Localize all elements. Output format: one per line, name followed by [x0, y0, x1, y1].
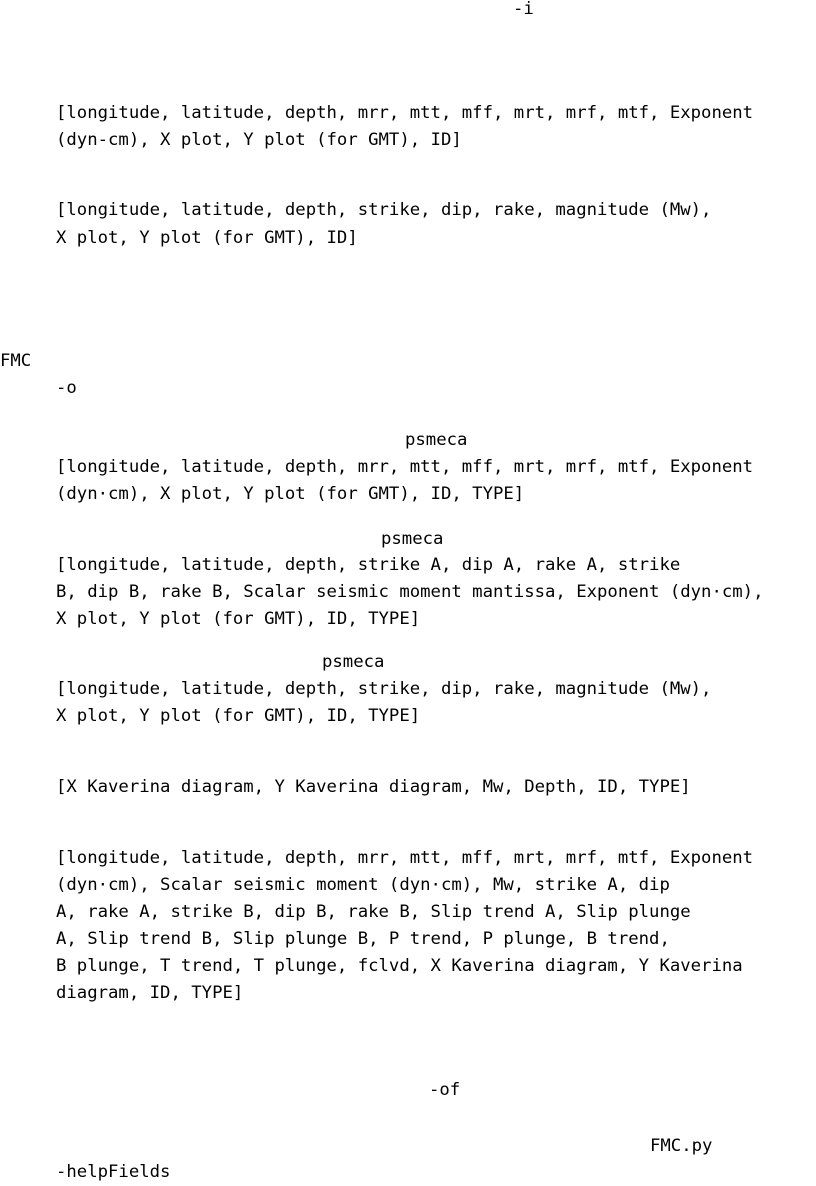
output-format-all-line-1: [longitude, latitude, depth, mrr, mtt, mff, mrt, mrf, mtf, Exponent: [56, 848, 754, 868]
output-format-psmeca-3-line-2: X plot, Y plot (for GMT), ID, TYPE]: [56, 706, 421, 726]
output-format-all-line-6: diagram, ID, TYPE]: [56, 983, 244, 1003]
output-format-all-line-3: A, rake A, strike B, dip B, rake B, Slip trend A, Slip plunge: [56, 902, 691, 922]
input-format-focal-mechanism-line-2: X plot, Y plot (for GMT), ID]: [56, 228, 358, 248]
output-format-psmeca-2-line-2: B, dip B, rake B, Scalar seismic moment mantissa, Exponent (dyn·cm),: [56, 582, 764, 602]
output-format-psmeca-2-line-1: [longitude, latitude, depth, strike A, dip A, rake A, strike: [56, 555, 681, 575]
output-format-all-line-5: B plunge, T trend, T plunge, fclvd, X Kaverina diagram, Y Kaverina: [56, 956, 743, 976]
output-format-psmeca-2-line-3: X plot, Y plot (for GMT), ID, TYPE]: [56, 609, 421, 629]
option-output-format-flag: -of: [429, 1080, 461, 1100]
psmeca-tag-1: psmeca: [405, 430, 468, 450]
option-input-flag: -i: [513, 0, 534, 19]
output-format-psmeca-3-line-1: [longitude, latitude, depth, strike, dip, rake, magnitude (Mw),: [56, 679, 712, 699]
input-format-focal-mechanism-line-1: [longitude, latitude, depth, strike, dip, rake, magnitude (Mw),: [56, 200, 712, 220]
input-format-moment-tensor-line-2: (dyn-cm), X plot, Y plot (for GMT), ID]: [56, 130, 462, 150]
output-format-kaverina-line-1: [X Kaverina diagram, Y Kaverina diagram, Mw, Depth, ID, TYPE]: [56, 777, 691, 797]
output-format-psmeca-1-line-1: [longitude, latitude, depth, mrr, mtt, mff, mrt, mrf, mtf, Exponent: [56, 457, 754, 477]
output-format-psmeca-1-line-2: (dyn·cm), X plot, Y plot (for GMT), ID, TYPE]: [56, 484, 525, 504]
psmeca-tag-3: psmeca: [322, 652, 385, 672]
option-help-fields-flag: -helpFields: [56, 1162, 171, 1182]
program-name: FMC: [0, 351, 32, 371]
output-format-all-line-4: A, Slip trend B, Slip plunge B, P trend, P plunge, B trend,: [56, 929, 670, 949]
script-name: FMC.py: [650, 1136, 713, 1156]
output-format-all-line-2: (dyn·cm), Scalar seismic moment (dyn·cm), Mw, strike A, dip: [56, 875, 670, 895]
psmeca-tag-2: psmeca: [381, 529, 444, 549]
input-format-moment-tensor-line-1: [longitude, latitude, depth, mrr, mtt, mff, mrt, mrf, mtf, Exponent: [56, 103, 754, 123]
option-output-flag: -o: [56, 378, 77, 398]
